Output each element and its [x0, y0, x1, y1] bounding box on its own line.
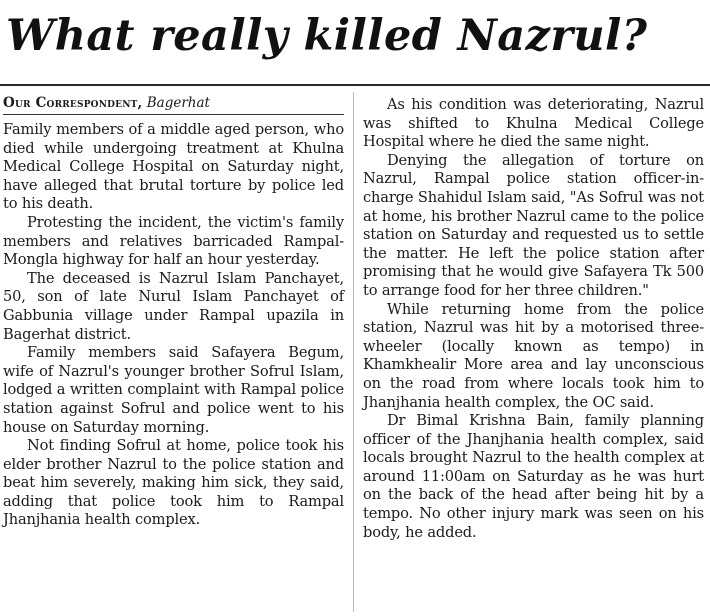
byline — [3, 94, 344, 112]
byline-rule — [3, 114, 344, 115]
paragraph: Denying the allegation of torture on Nazrul, Rampal police station officer-in-charge Shahidul Islam said, "As Sofrul was not at home, his brother Nazrul came to the police station on Saturday and requested us to settle the matter. He left the police station after promising that he would give Safayera Tk 500 to arrange food for her three children." — [363, 151, 704, 299]
right-column — [363, 96, 704, 542]
paragraph: The deceased is Nazrul Islam Panchayet, 50, son of late Nurul Islam Panchayet of Gabbunia village under Rampal upazila in Bagerhat district. — [3, 269, 344, 343]
paragraph: Family members of a middle aged person, who died while undergoing treatment at Khulna Medical College Hospital on Saturday night, have alleged that brutal torture by police led to his death. — [3, 121, 344, 213]
paragraph: Protesting the incident, the victim's family members and relatives barricaded Rampal-Mongla highway for half an hour yesterday. — [3, 213, 344, 269]
left-column — [3, 94, 344, 530]
paragraph: Family members said Safayera Begum, wife of Nazrul's younger brother Sofrul Islam, lodged a written complaint with Rampal police station against Sofrul and police went to his house on Saturday morning. — [3, 344, 344, 436]
paragraph: As his condition was deteriorating, Nazrul was shifted to Khulna Medical College Hospital where he died the same night. — [363, 96, 704, 151]
paragraph: Dr Bimal Krishna Bain, family planning officer of the Jhanjhania health complex, said locals brought Nazrul to the health complex at around 11:00am on Saturday as he was hurt on the back of the head after being hit by a tempo. No other injury mark was seen on his body, he added. — [363, 412, 704, 541]
byline-location: Bagerhat — [146, 95, 210, 111]
byline-author: Our Correspondent, — [3, 95, 143, 111]
paragraph: While returning home from the police station, Nazrul was hit by a motorised three-wheeler (locally known as tempo) in Khamkhealir More area and lay unconscious on the road from where locals took him to Jhanjhania health complex, the OC said. — [363, 300, 704, 411]
headline: What really killed Nazrul? — [6, 11, 648, 61]
headline-rule — [0, 84, 710, 86]
paragraph: Not finding Sofrul at home, police took his elder brother Nazrul to the police station and beat him severely, making him sick, they said, adding that police took him to Rampal Jhanjhania health complex. — [3, 437, 344, 529]
column-divider — [353, 92, 354, 612]
